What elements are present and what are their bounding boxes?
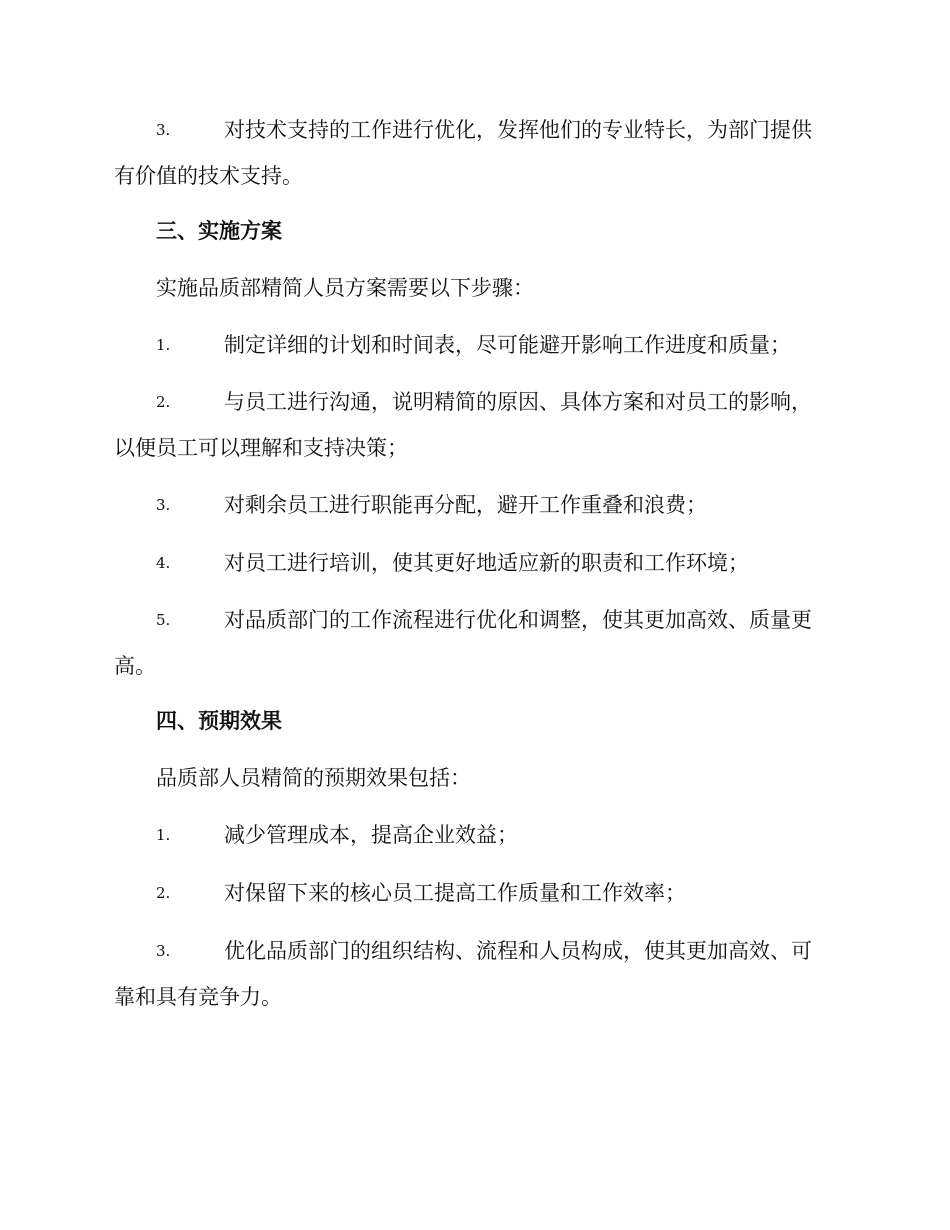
list-text-line: 减少管理成本，提高企业效益； (224, 823, 518, 847)
list-number: 5. (156, 611, 171, 629)
list-item (114, 928, 834, 1020)
list-number: 3. (156, 942, 171, 960)
list-text-line: 对保留下来的核心员工提高工作质量和工作效率； (224, 881, 686, 905)
intro-text: 实施品质部精简人员方案需要以下步骤： (156, 276, 534, 300)
list-item (114, 812, 834, 858)
section-heading-text: 三、实施方案 (156, 218, 282, 243)
list-text-line: 对技术支持的工作进行优化，发挥他们的专业特长，为部门提供 (224, 118, 812, 142)
list-text-line: 以便员工可以理解和支持决策； (114, 436, 408, 460)
list-number: 3. (156, 121, 171, 139)
section-heading-text: 四、预期效果 (156, 708, 282, 733)
list-item (114, 870, 834, 916)
list-text-line: 有价值的技术支持。 (114, 164, 303, 188)
list-number: 2. (156, 884, 171, 902)
list-text-line: 高。 (114, 654, 156, 678)
list-text-line: 对品质部门的工作流程进行优化和调整，使其更加高效、质量更 (224, 608, 812, 632)
list-text-line: 与员工进行沟通，说明精简的原因、具体方案和对员工的影响， (224, 390, 812, 414)
list-item (114, 597, 834, 689)
list-number: 4. (156, 554, 171, 572)
list-item (114, 540, 834, 586)
list-item (114, 107, 834, 199)
list-text-line: 对员工进行培训，使其更好地适应新的职责和工作环境； (224, 551, 749, 575)
list-item (114, 379, 834, 471)
list-number: 1. (156, 336, 171, 354)
intro-text: 品质部人员精简的预期效果包括： (156, 766, 471, 790)
list-number: 1. (156, 826, 171, 844)
list-item (114, 482, 834, 528)
list-item (114, 322, 834, 368)
section-heading (114, 698, 834, 744)
intro-paragraph (114, 265, 834, 311)
list-number: 3. (156, 496, 171, 514)
list-text-line: 对剩余员工进行职能再分配，避开工作重叠和浪费； (224, 493, 707, 517)
intro-paragraph (114, 755, 834, 801)
section-heading (114, 208, 834, 254)
list-number: 2. (156, 393, 171, 411)
list-text-line: 制定详细的计划和时间表，尽可能避开影响工作进度和质量； (224, 333, 791, 357)
list-text-line: 靠和具有竞争力。 (114, 985, 282, 1009)
list-text-line: 优化品质部门的组织结构、流程和人员构成，使其更加高效、可 (224, 939, 812, 963)
